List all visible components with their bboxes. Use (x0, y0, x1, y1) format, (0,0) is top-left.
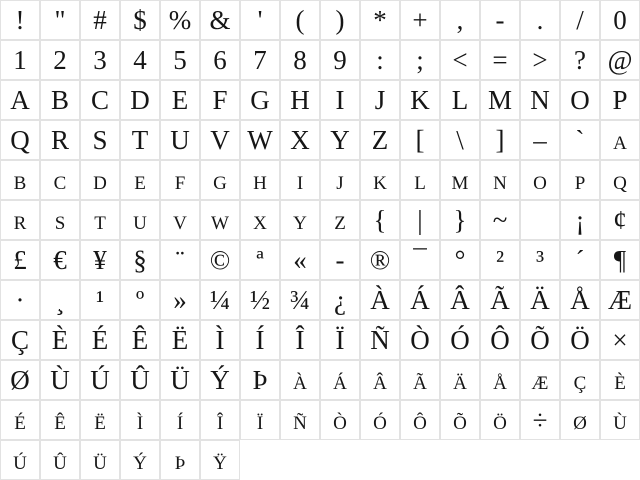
glyph-cell[interactable]: Ë (160, 320, 200, 360)
glyph-cell[interactable]: h (240, 160, 280, 200)
glyph-cell[interactable]: ë (80, 400, 120, 440)
glyph-cell[interactable]: z (320, 200, 360, 240)
glyph-cell[interactable]: ? (560, 40, 600, 80)
glyph-cell[interactable]: þ (160, 440, 200, 480)
glyph-cell[interactable]: ¥ (80, 240, 120, 280)
glyph-cell[interactable]: » (160, 280, 200, 320)
glyph-cell[interactable]: t (80, 200, 120, 240)
glyph-cell[interactable]: 2 (40, 40, 80, 80)
glyph-cell[interactable]: 7 (240, 40, 280, 80)
glyph-cell[interactable]: ¾ (280, 280, 320, 320)
glyph-cell[interactable]: a (600, 120, 640, 160)
glyph-cell[interactable]: @ (600, 40, 640, 80)
glyph-cell[interactable]: î (200, 400, 240, 440)
glyph-cell[interactable]: ´ (560, 240, 600, 280)
glyph-cell[interactable]: N (520, 80, 560, 120)
glyph-cell[interactable]: « (280, 240, 320, 280)
glyph-cell[interactable]: é (0, 400, 40, 440)
glyph-cell[interactable]: e (120, 160, 160, 200)
glyph-cell[interactable]: R (40, 120, 80, 160)
glyph-cell[interactable]: ¡ (560, 200, 600, 240)
glyph-cell[interactable] (520, 200, 560, 240)
glyph-cell[interactable]: p (560, 160, 600, 200)
glyph-cell[interactable]: # (80, 0, 120, 40)
glyph-cell[interactable]: ó (360, 400, 400, 440)
glyph-cell[interactable]: ³ (520, 240, 560, 280)
glyph-cell[interactable]: ¹ (80, 280, 120, 320)
glyph-cell[interactable]: º (120, 280, 160, 320)
glyph-cell[interactable]: ¨ (160, 240, 200, 280)
glyph-cell[interactable]: Q (0, 120, 40, 160)
glyph-cell[interactable]: c (40, 160, 80, 200)
glyph-cell[interactable]: à (280, 360, 320, 400)
glyph-cell[interactable]: ¿ (320, 280, 360, 320)
glyph-cell[interactable]: } (440, 200, 480, 240)
glyph-cell[interactable]: : (360, 40, 400, 80)
glyph-cell[interactable]: ² (480, 240, 520, 280)
glyph-cell[interactable]: É (80, 320, 120, 360)
glyph-cell[interactable]: ê (40, 400, 80, 440)
glyph-cell[interactable]: Ò (400, 320, 440, 360)
glyph-cell[interactable]: À (360, 280, 400, 320)
glyph-cell[interactable]: § (120, 240, 160, 280)
glyph-cell[interactable]: - (320, 240, 360, 280)
glyph-cell[interactable]: 1 (0, 40, 40, 80)
glyph-cell[interactable]: ç (560, 360, 600, 400)
glyph-cell[interactable]: Þ (240, 360, 280, 400)
glyph-cell[interactable]: X (280, 120, 320, 160)
glyph-cell[interactable]: · (0, 280, 40, 320)
glyph-cell[interactable]: o (520, 160, 560, 200)
glyph-cell[interactable]: k (360, 160, 400, 200)
glyph-cell[interactable]: + (400, 0, 440, 40)
glyph-cell[interactable]: { (360, 200, 400, 240)
glyph-cell[interactable]: â (360, 360, 400, 400)
glyph-cell[interactable]: = (480, 40, 520, 80)
glyph-cell[interactable]: y (280, 200, 320, 240)
glyph-cell[interactable]: × (600, 320, 640, 360)
glyph-cell[interactable]: Ä (520, 280, 560, 320)
glyph-cell[interactable]: á (320, 360, 360, 400)
glyph-cell[interactable]: x (240, 200, 280, 240)
glyph-cell[interactable]: 5 (160, 40, 200, 80)
glyph-cell[interactable]: Õ (520, 320, 560, 360)
glyph-cell[interactable]: - (480, 0, 520, 40)
glyph-cell[interactable]: Ã (480, 280, 520, 320)
glyph-cell[interactable]: ) (320, 0, 360, 40)
glyph-cell[interactable]: å (480, 360, 520, 400)
glyph-cell[interactable]: ª (240, 240, 280, 280)
glyph-cell[interactable]: w (200, 200, 240, 240)
glyph-cell[interactable]: s (40, 200, 80, 240)
glyph-cell[interactable]: T (120, 120, 160, 160)
glyph-cell[interactable]: ° (440, 240, 480, 280)
glyph-cell[interactable]: K (400, 80, 440, 120)
glyph-cell[interactable]: Y (320, 120, 360, 160)
glyph-cell[interactable]: ` (560, 120, 600, 160)
glyph-cell[interactable]: * (360, 0, 400, 40)
glyph-cell[interactable]: ~ (480, 200, 520, 240)
glyph-cell[interactable]: ® (360, 240, 400, 280)
glyph-cell[interactable]: ä (440, 360, 480, 400)
glyph-cell[interactable]: D (120, 80, 160, 120)
glyph-cell[interactable]: Ô (480, 320, 520, 360)
glyph-cell[interactable]: Ç (0, 320, 40, 360)
glyph-cell[interactable]: è (600, 360, 640, 400)
glyph-cell[interactable]: I (320, 80, 360, 120)
glyph-cell[interactable]: Î (280, 320, 320, 360)
glyph-cell[interactable]: Û (120, 360, 160, 400)
glyph-cell[interactable]: | (400, 200, 440, 240)
glyph-cell[interactable]: Ø (0, 360, 40, 400)
glyph-cell[interactable]: Ï (320, 320, 360, 360)
glyph-cell[interactable]: 6 (200, 40, 240, 80)
glyph-cell[interactable]: " (40, 0, 80, 40)
glyph-cell[interactable]: £ (0, 240, 40, 280)
glyph-cell[interactable]: ¢ (600, 200, 640, 240)
glyph-cell[interactable]: g (200, 160, 240, 200)
glyph-cell[interactable]: ü (80, 440, 120, 480)
glyph-cell[interactable]: Ñ (360, 320, 400, 360)
glyph-cell[interactable]: H (280, 80, 320, 120)
glyph-cell[interactable]: õ (440, 400, 480, 440)
glyph-cell[interactable]: F (200, 80, 240, 120)
glyph-cell[interactable]: © (200, 240, 240, 280)
glyph-cell[interactable]: Ü (160, 360, 200, 400)
glyph-cell[interactable]: i (280, 160, 320, 200)
glyph-cell[interactable]: Ó (440, 320, 480, 360)
glyph-cell[interactable]: f (160, 160, 200, 200)
glyph-cell[interactable]: Ú (80, 360, 120, 400)
glyph-cell[interactable]: Ý (200, 360, 240, 400)
glyph-cell[interactable]: Z (360, 120, 400, 160)
glyph-cell[interactable]: ; (400, 40, 440, 80)
glyph-cell[interactable]: O (560, 80, 600, 120)
glyph-cell[interactable]: 8 (280, 40, 320, 80)
glyph-cell[interactable]: ¼ (200, 280, 240, 320)
glyph-cell[interactable]: . (520, 0, 560, 40)
glyph-cell[interactable]: ô (400, 400, 440, 440)
glyph-cell[interactable]: , (440, 0, 480, 40)
glyph-cell[interactable]: ¶ (600, 240, 640, 280)
glyph-cell[interactable]: ½ (240, 280, 280, 320)
glyph-cell[interactable]: ï (240, 400, 280, 440)
glyph-cell[interactable]: Ö (560, 320, 600, 360)
glyph-cell[interactable]: \ (440, 120, 480, 160)
glyph-cell[interactable]: È (40, 320, 80, 360)
glyph-cell[interactable]: V (200, 120, 240, 160)
glyph-cell[interactable]: ÿ (200, 440, 240, 480)
glyph-cell[interactable]: Â (440, 280, 480, 320)
glyph-cell[interactable]: 3 (80, 40, 120, 80)
glyph-cell[interactable]: / (560, 0, 600, 40)
glyph-cell[interactable]: Á (400, 280, 440, 320)
glyph-cell[interactable]: ö (480, 400, 520, 440)
glyph-cell[interactable]: G (240, 80, 280, 120)
glyph-cell[interactable]: 0 (600, 0, 640, 40)
glyph-cell[interactable]: d (80, 160, 120, 200)
glyph-cell[interactable]: E (160, 80, 200, 120)
glyph-cell[interactable]: [ (400, 120, 440, 160)
glyph-cell[interactable]: q (600, 160, 640, 200)
glyph-cell[interactable]: ÷ (520, 400, 560, 440)
glyph-cell[interactable]: Í (240, 320, 280, 360)
glyph-cell[interactable]: Ù (40, 360, 80, 400)
glyph-cell[interactable]: ñ (280, 400, 320, 440)
glyph-cell[interactable]: ¸ (40, 280, 80, 320)
glyph-cell[interactable]: û (40, 440, 80, 480)
glyph-cell[interactable]: Å (560, 280, 600, 320)
glyph-cell[interactable]: M (480, 80, 520, 120)
glyph-cell[interactable]: < (440, 40, 480, 80)
glyph-cell[interactable]: & (200, 0, 240, 40)
glyph-cell[interactable]: P (600, 80, 640, 120)
glyph-cell[interactable]: L (440, 80, 480, 120)
glyph-cell[interactable]: Æ (600, 280, 640, 320)
glyph-cell[interactable]: m (440, 160, 480, 200)
glyph-cell[interactable]: Ê (120, 320, 160, 360)
glyph-cell[interactable]: í (160, 400, 200, 440)
glyph-cell[interactable]: v (160, 200, 200, 240)
glyph-cell[interactable]: € (40, 240, 80, 280)
glyph-cell[interactable]: Ì (200, 320, 240, 360)
glyph-cell[interactable]: > (520, 40, 560, 80)
glyph-cell[interactable]: ã (400, 360, 440, 400)
glyph-cell[interactable]: ø (560, 400, 600, 440)
glyph-cell[interactable]: r (0, 200, 40, 240)
glyph-cell[interactable]: ¯ (400, 240, 440, 280)
glyph-cell[interactable]: W (240, 120, 280, 160)
glyph-cell[interactable]: C (80, 80, 120, 120)
glyph-cell[interactable]: ] (480, 120, 520, 160)
glyph-cell[interactable]: ò (320, 400, 360, 440)
glyph-cell[interactable]: % (160, 0, 200, 40)
glyph-cell[interactable]: J (360, 80, 400, 120)
glyph-cell[interactable]: u (120, 200, 160, 240)
glyph-cell[interactable]: 4 (120, 40, 160, 80)
glyph-cell[interactable]: 9 (320, 40, 360, 80)
glyph-cell[interactable]: A (0, 80, 40, 120)
glyph-cell[interactable]: l (400, 160, 440, 200)
glyph-cell[interactable]: b (0, 160, 40, 200)
glyph-cell[interactable]: $ (120, 0, 160, 40)
glyph-cell[interactable]: – (520, 120, 560, 160)
glyph-cell[interactable]: ( (280, 0, 320, 40)
glyph-cell[interactable]: ý (120, 440, 160, 480)
glyph-cell[interactable]: B (40, 80, 80, 120)
glyph-cell[interactable]: ! (0, 0, 40, 40)
glyph-cell[interactable]: ú (0, 440, 40, 480)
glyph-cell[interactable]: j (320, 160, 360, 200)
glyph-cell[interactable]: S (80, 120, 120, 160)
glyph-cell[interactable]: ù (600, 400, 640, 440)
glyph-cell[interactable]: U (160, 120, 200, 160)
glyph-cell[interactable]: n (480, 160, 520, 200)
glyph-cell[interactable]: æ (520, 360, 560, 400)
glyph-cell[interactable]: ì (120, 400, 160, 440)
glyph-cell[interactable]: ' (240, 0, 280, 40)
